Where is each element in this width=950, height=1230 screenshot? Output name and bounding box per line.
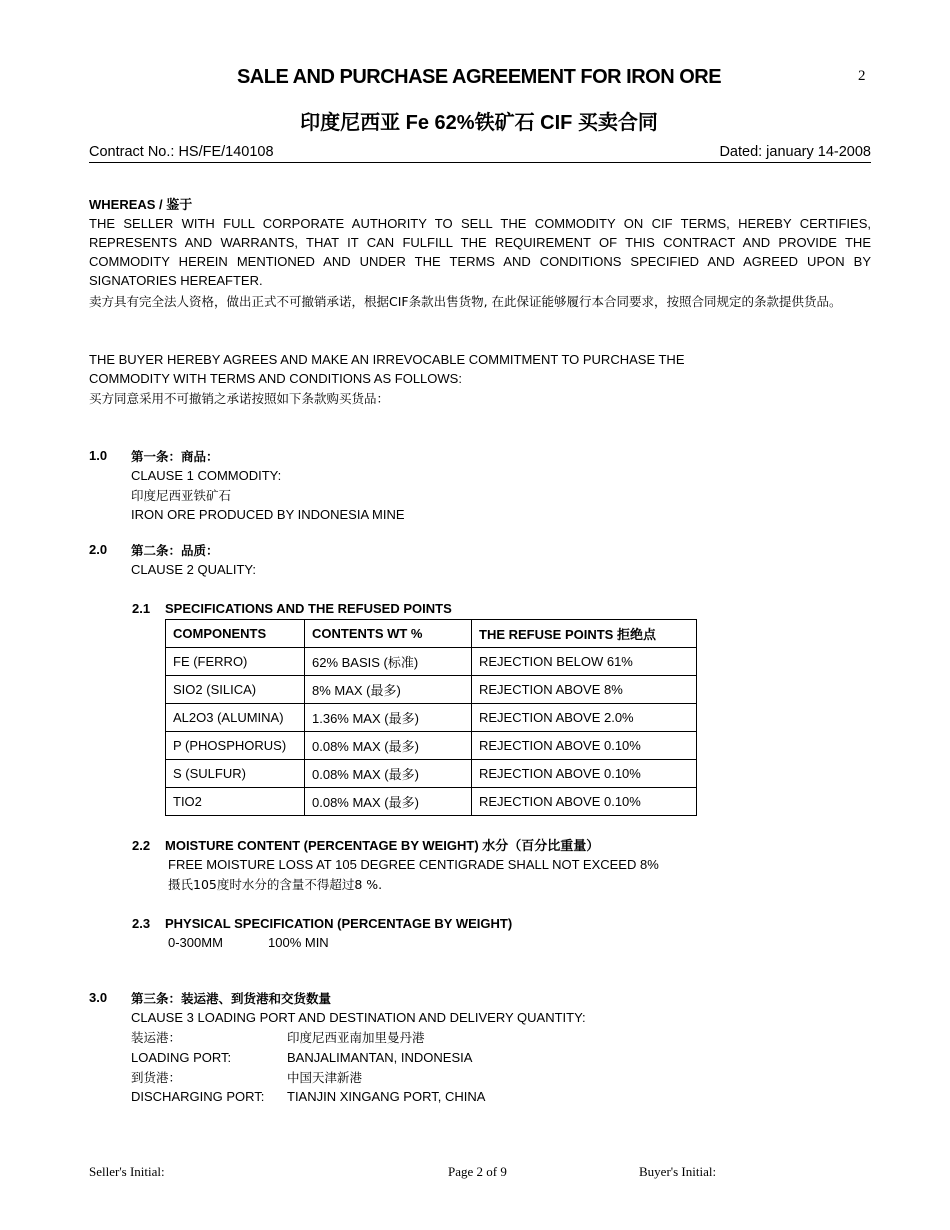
table-header-cell: CONTENTS WT % <box>305 620 472 648</box>
page-number: 2 <box>858 68 866 84</box>
physical-min: 100% MIN <box>268 935 329 950</box>
loading-port-cn-label: 装运港： <box>131 1030 182 1045</box>
table-cell: FE (FERRO) <box>166 648 305 676</box>
discharging-port-cn-value: 中国天津新港 <box>287 1070 363 1085</box>
loading-port-en-label: LOADING PORT: <box>131 1050 232 1065</box>
table-cell: 8% MAX (最多) <box>305 676 472 704</box>
discharging-port-en-label: DISCHARGING PORT: <box>131 1089 265 1104</box>
clause-2-number: 2.0 <box>89 542 108 557</box>
clause-3-number: 3.0 <box>89 990 108 1005</box>
table-row <box>166 732 697 760</box>
loading-port-cn-value: 印度尼西亚南加里曼丹港 <box>287 1030 425 1045</box>
clause-2-en-title: CLAUSE 2 QUALITY: <box>131 562 256 577</box>
specifications-table <box>165 619 697 816</box>
table-row <box>166 760 697 788</box>
table-header-cell: THE REFUSE POINTS 拒绝点 <box>472 620 697 648</box>
contract-line <box>89 144 871 163</box>
clause-1-number: 1.0 <box>89 448 108 463</box>
table-cell: P (PHOSPHORUS) <box>166 732 305 760</box>
section-2-2-title: MOISTURE CONTENT (PERCENTAGE BY WEIGHT) 水分（百分比重量） <box>165 838 600 853</box>
buyer-line-1: THE BUYER HEREBY AGREES AND MAKE AN IRREVOCABLE COMMITMENT TO PURCHASE THE <box>89 352 685 367</box>
section-2-3-number: 2.3 <box>132 916 151 931</box>
table-cell: REJECTION ABOVE 0.10% <box>472 732 697 760</box>
table-header-row <box>166 620 697 648</box>
table-cell: TIO2 <box>166 788 305 816</box>
table-cell: REJECTION ABOVE 0.10% <box>472 788 697 816</box>
discharging-port-cn-label: 到货港： <box>131 1070 182 1085</box>
table-row <box>166 788 697 816</box>
table-cell: REJECTION ABOVE 8% <box>472 676 697 704</box>
clause-1-en-desc: IRON ORE PRODUCED BY INDONESIA MINE <box>131 507 405 522</box>
moisture-line-en: FREE MOISTURE LOSS AT 105 DEGREE CENTIGRADE SHALL NOT EXCEED 8% <box>168 857 659 872</box>
buyer-line-2: COMMODITY WITH TERMS AND CONDITIONS AS FOLLOWS: <box>89 371 462 386</box>
table-cell: AL2O3 (ALUMINA) <box>166 704 305 732</box>
clause-3-en-title: CLAUSE 3 LOADING PORT AND DESTINATION AND DELIVERY QUANTITY: <box>131 1010 586 1025</box>
footer-seller-initial: Seller's Initial: <box>89 1164 165 1179</box>
buyer-cn: 买方同意采用不可撤销之承诺按照如下条款购买货品： <box>89 391 390 406</box>
physical-size: 0-300MM <box>168 935 223 950</box>
table-row <box>166 704 697 732</box>
section-2-2-number: 2.2 <box>132 838 151 853</box>
contract-number: Contract No.: HS/FE/140108 <box>89 144 274 160</box>
loading-port-en-value: BANJALIMANTAN, INDONESIA <box>287 1050 473 1065</box>
table-cell: 0.08% MAX (最多) <box>305 788 472 816</box>
table-cell: 0.08% MAX (最多) <box>305 732 472 760</box>
table-header-cell: COMPONENTS <box>166 620 305 648</box>
clause-2-cn-title: 第二条：品质： <box>131 543 219 558</box>
table-cell: SIO2 (SILICA) <box>166 676 305 704</box>
clause-3-cn-title: 第三条：装运港、到货港和交货数量 <box>131 991 332 1006</box>
table-cell: 0.08% MAX (最多) <box>305 760 472 788</box>
section-2-3-title: PHYSICAL SPECIFICATION (PERCENTAGE BY WEIGHT) <box>165 916 513 931</box>
discharging-port-en-value: TIANJIN XINGANG PORT, CHINA <box>287 1089 486 1104</box>
table-row <box>166 676 697 704</box>
clause-1-cn-desc: 印度尼西亚铁矿石 <box>131 488 232 503</box>
whereas-en-paragraph: THE SELLER WITH FULL CORPORATE AUTHORITY TO SELL THE COMMODITY ON CIF TERMS, HEREBY CERTIFIES, REPRESENTS AND WARRANTS, THAT IT CAN FULFILL THE REQUIREMENT OF THIS CONTRACT AND PROVIDE THE COMMODITY HEREIN MENTIONED AND UNDER THE TERMS AND CONDITIONS SPECIFIED AND AGREED UPON BY SIGNATORIES HEREAFTER. <box>89 216 871 288</box>
table-cell: 62% BASIS (标准) <box>305 648 472 676</box>
whereas-heading: WHEREAS / 鉴于 <box>89 197 193 212</box>
clause-1-en-title: CLAUSE 1 COMMODITY: <box>131 468 282 483</box>
table-row <box>166 648 697 676</box>
clause-1-cn-title: 第一条：商品： <box>131 449 219 464</box>
section-2-1-title: SPECIFICATIONS AND THE REFUSED POINTS <box>165 601 452 616</box>
moisture-line-cn: 摄氏105度时水分的含量不得超过8 %. <box>168 877 383 892</box>
document-subtitle: 印度尼西亚 Fe 62%铁矿石 CIF 买卖合同 <box>300 112 658 134</box>
table-cell: S (SULFUR) <box>166 760 305 788</box>
footer-buyer-initial: Buyer's Initial: <box>639 1164 717 1179</box>
section-2-1-number: 2.1 <box>132 601 151 616</box>
table-cell: REJECTION BELOW 61% <box>472 648 697 676</box>
whereas-cn-paragraph: 卖方具有完全法人资格，做出正式不可撤销承诺，根据CIF条款出售货物, 在此保证能够履行本合同要求，按照合同规定的条款提供货品。 <box>89 294 842 309</box>
document-title: SALE AND PURCHASE AGREEMENT FOR IRON ORE <box>236 66 722 88</box>
contract-date: Dated: january 14-2008 <box>719 144 871 160</box>
table-cell: REJECTION ABOVE 2.0% <box>472 704 697 732</box>
table-cell: 1.36% MAX (最多) <box>305 704 472 732</box>
footer-page-indicator: Page 2 of 9 <box>448 1164 507 1179</box>
table-cell: REJECTION ABOVE 0.10% <box>472 760 697 788</box>
